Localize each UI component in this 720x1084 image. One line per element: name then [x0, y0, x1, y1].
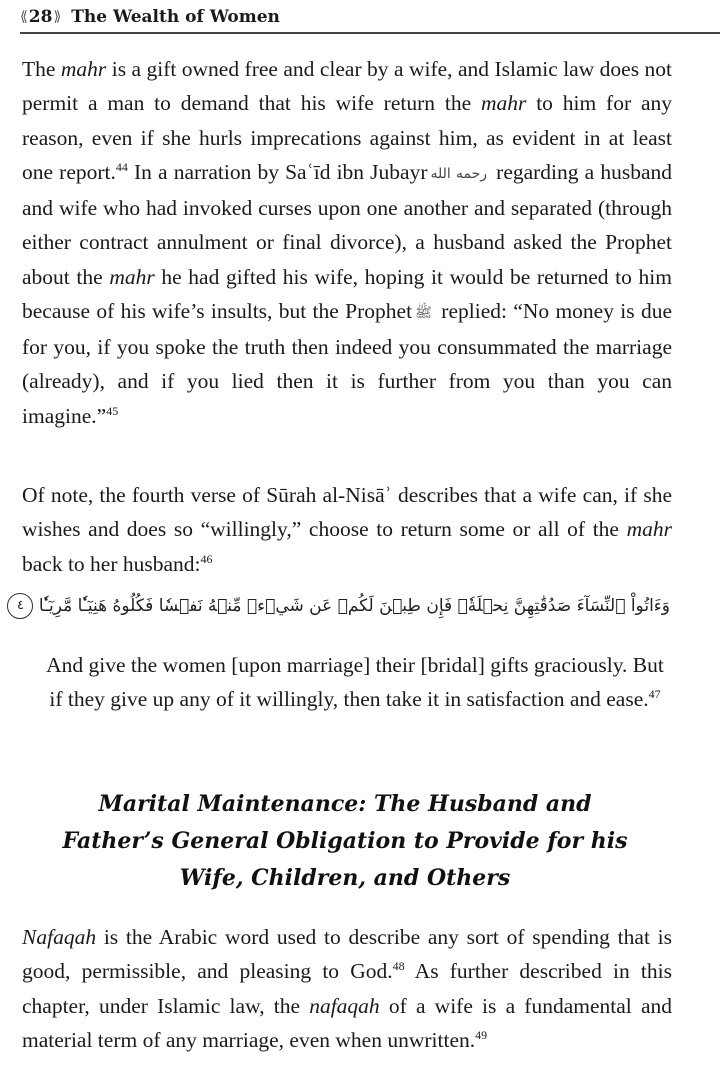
footnote-ref-49: 49	[475, 1027, 488, 1042]
text-run: Of note, the fourth verse of Sūrah al-Nisāʾ describes that a wife can, if she wishes and does so “willingly,” choose to return some or all of the	[22, 483, 672, 542]
text-run: he had gifted his wife, hoping it would be returned to him because of his wife’s insults, but the Prophet	[22, 264, 672, 323]
page-number-value: 28	[28, 7, 53, 27]
text-run: is a gift owned free and clear by a wife, and Islamic law does not permit a man to demand that his wife return the	[22, 57, 672, 116]
term-mahr: mahr	[109, 264, 155, 289]
section-heading	[20, 786, 670, 897]
heading-line-2: Father’s General Obligation to Provide for his	[62, 828, 628, 854]
text-run: of a wife is a fundamental and material term of any marriage, even when unwritten.	[22, 993, 672, 1052]
heading-line-3: Wife, Children, and Others	[179, 865, 511, 891]
text-run: The	[22, 57, 61, 81]
ayah-number-icon: ٤	[7, 593, 33, 619]
text-run: As further described in this chapter, under Islamic law, the	[22, 959, 672, 1018]
running-header	[20, 6, 280, 28]
term-mahr: mahr	[480, 91, 527, 116]
text-run: regarding a husband and wife who had invoked curses upon one another and separated (through either contract annulment or final divorce), a husband asked the Prophet about the	[22, 159, 672, 289]
bracket-right: ⟫	[53, 9, 62, 25]
paragraph-mahr-gift	[22, 52, 672, 433]
book-title: The Wealth of Women	[71, 7, 280, 27]
bracket-left: ⟪	[20, 9, 28, 25]
quran-verse	[16, 593, 670, 633]
verse-translation	[40, 648, 670, 717]
footnote-ref-44: 44	[115, 159, 128, 174]
quran-verse-text: وَءَاتُواْ ٱلنِّسَآءَ صَدُقَٰتِهِنَّ نِحۡلَةٗۚ فَإِن طِبۡنَ لَكُمۡ عَن شَيۡءٖ مِّنۡهُ نَفۡسٗا فَكُلُوهُ هَنِيٓـٔٗا مَّرِيٓـٔٗا	[38, 596, 670, 616]
footnote-ref-46: 46	[200, 551, 213, 566]
text-run: In a narration by Saʿīd ibn Jubayr	[127, 159, 428, 184]
honorific-salawat-icon: ﷺ	[415, 304, 432, 321]
paragraph-nafaqah	[22, 920, 672, 1057]
page-number	[20, 7, 61, 27]
text-run: replied: “No money is due for you, if you spoke the truth then indeed you consummated the marriage (already), and if you lied then it is further from you than you can imagine.”	[22, 298, 672, 428]
footnote-ref-45: 45	[106, 403, 119, 418]
term-nafaqah: Nafaqah	[22, 925, 97, 949]
translation-text: And give the women [upon marriage] their [bridal] gifts graciously. But if they give up any of it willingly, then take it in satisfaction and ease.	[46, 653, 664, 712]
footnote-ref-47: 47	[648, 687, 661, 702]
term-mahr: mahr	[60, 57, 107, 81]
heading-line-1: Marital Maintenance: The Husband and	[98, 791, 592, 817]
honorific-rahimahullah-icon: رحمه الله	[430, 165, 488, 182]
text-run: back to her husband:	[22, 551, 201, 576]
footnote-ref-48: 48	[392, 959, 405, 974]
text-run: is the Arabic word used to describe any sort of spending that is good, permissible, and pleasing to God.	[22, 925, 672, 984]
term-mahr: mahr	[626, 517, 672, 542]
paragraph-verse-intro	[22, 478, 672, 581]
term-nafaqah: nafaqah	[309, 993, 380, 1018]
header-rule	[20, 32, 720, 34]
text-run: to him for any reason, even if she hurls imprecations against him, as evident in at least one report.	[22, 91, 672, 184]
